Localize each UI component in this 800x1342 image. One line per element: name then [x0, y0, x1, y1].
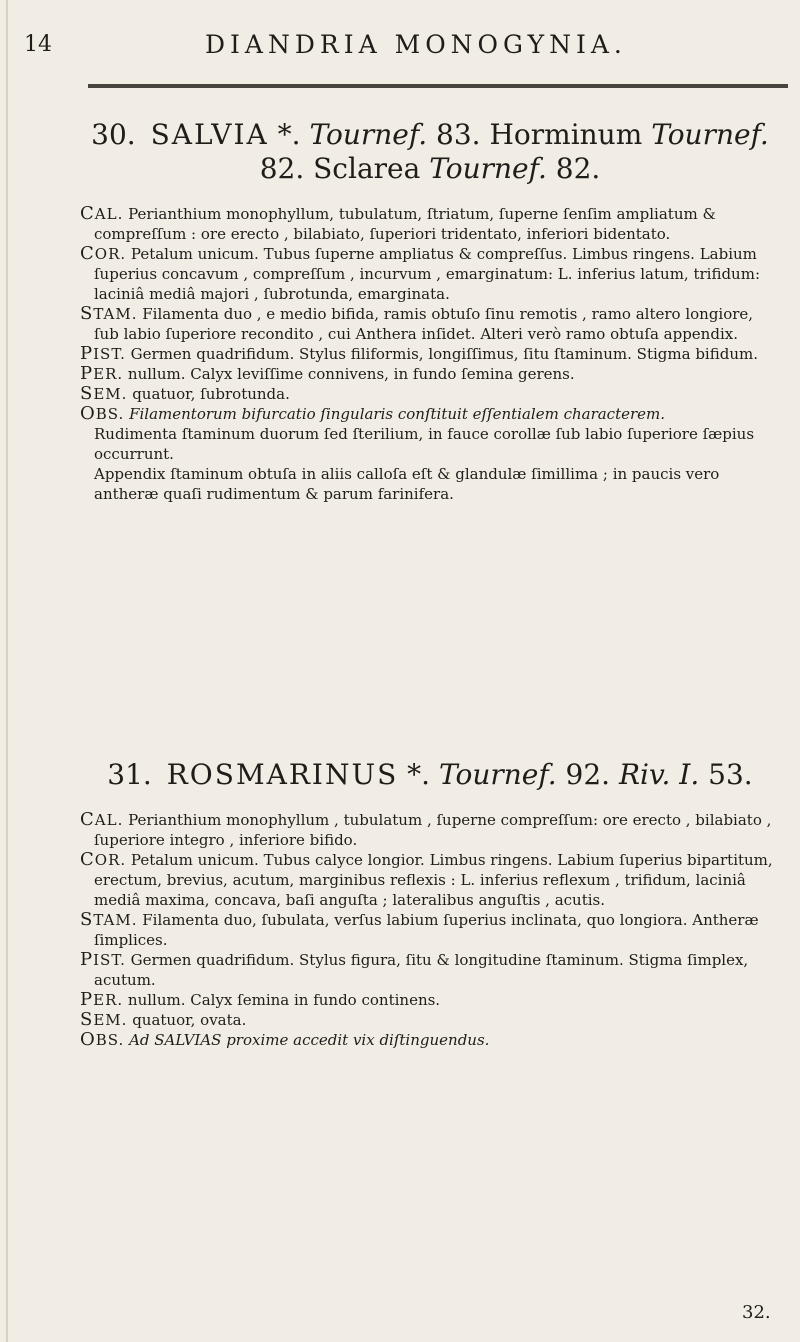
synonym: Horminum	[489, 118, 643, 151]
pistil-paragraph: PIST. Germen quadrifidum. Stylus figura, ſitu & longitudine ſtaminum. Stigma ſimplex, acutum.	[80, 949, 749, 989]
catchword: 32.	[742, 1302, 771, 1323]
genus-heading: 31. ROSMARINUS *. Tournef. 92. Riv. I. 53.	[107, 758, 753, 791]
genus-name: ROSMARINUS	[166, 758, 399, 791]
genus-entry-salvia	[80, 118, 780, 504]
calyx-paragraph: CAL. Perianthium monophyllum, tubulatum, ſtriatum, ſuperne ſenſim ampliatum & compreſſum : ore erecto , bilabiato, ſuperiori tridentato, inferiori bidentato.	[80, 203, 716, 243]
corolla-paragraph: COR. Petalum unicum. Tubus ſuperne ampliatus & compreſſus. Limbus ringens. Labium ſuperius concavum , compreſſum , incurvum , emarginatum: L. inferius latum, trifidum: laciniâ mediâ majori , ſubrotunda, emarginata.	[80, 243, 760, 303]
pericarp-paragraph: PER. nullum. Calyx leviſſime connivens, in fundo ſemina gerens.	[80, 363, 575, 384]
page-number: 14	[24, 32, 52, 57]
genus-heading: 30. SALVIA *. Tournef. 83. Horminum Tournef. 82. Sclarea Tournef. 82.	[91, 118, 769, 185]
page-edge	[6, 0, 8, 1342]
pericarp-paragraph: PER. nullum. Calyx ſemina in fundo continens.	[80, 989, 441, 1010]
genus-name: SALVIA	[150, 118, 269, 151]
description-block	[80, 810, 780, 1050]
seed-paragraph: SEM. quatuor, ſubrotunda.	[80, 383, 290, 404]
running-head: DIANDRIA MONOGYNIA.	[205, 30, 627, 59]
stamen-paragraph: STAM. Filamenta duo, ſubulata, verſus labium ſuperius inclinata, quo longiora. Antheræ ſimplices.	[80, 909, 759, 949]
observation-paragraph: OBS. Ad SALVIAS proxime accedit vix diſtinguendus.	[80, 1029, 490, 1050]
synonym: Sclarea	[313, 152, 421, 185]
observation-note: Rudimenta ſtaminum duorum ſed ſterilium, in fauce corollæ ſub labio ſuperiore ſæpius occurrunt.	[94, 425, 755, 463]
corolla-paragraph: COR. Petalum unicum. Tubus calyce longior. Limbus ringens. Labium ſuperius bipartitum, erectum, brevius, acutum, marginibus reflexis : L. inferius reflexum , trifidum, laciniâ mediâ maxima, concava, baſi anguſta ; lateralibus anguſtis , acutis.	[80, 849, 773, 909]
stamen-paragraph: STAM. Filamenta duo , e medio bifida, ramis obtuſo ſinu remotis , ramo altero longiore, ſub labio ſuperiore recondito , cui Anthera inſidet. Alteri verò ramo obtuſa appendix.	[80, 303, 754, 343]
calyx-paragraph: CAL. Perianthium monophyllum , tubulatum , ſuperne compreſſum: ore erecto , bilabiato , ſuperiore integro , inferiore bifido.	[80, 809, 772, 849]
header-rule	[88, 84, 788, 88]
seed-paragraph: SEM. quatuor, ovata.	[80, 1009, 247, 1030]
observation-note: Appendix ſtaminum obtuſa in aliis calloſa eſt & glandulæ ſimillima ; in paucis vero antheræ quaſi rudimentum & parum farinifera.	[94, 465, 720, 503]
observation-paragraph: OBS. Filamentorum bifurcatio ſingularis conſtituit eſſentialem characterem.	[80, 403, 666, 424]
description-block	[80, 204, 780, 504]
pistil-paragraph: PIST. Germen quadrifidum. Stylus filiformis, longiſſimus, ſitu ſtaminum. Stigma bifidum.	[80, 343, 758, 364]
genus-entry-rosmarinus	[80, 758, 780, 1050]
